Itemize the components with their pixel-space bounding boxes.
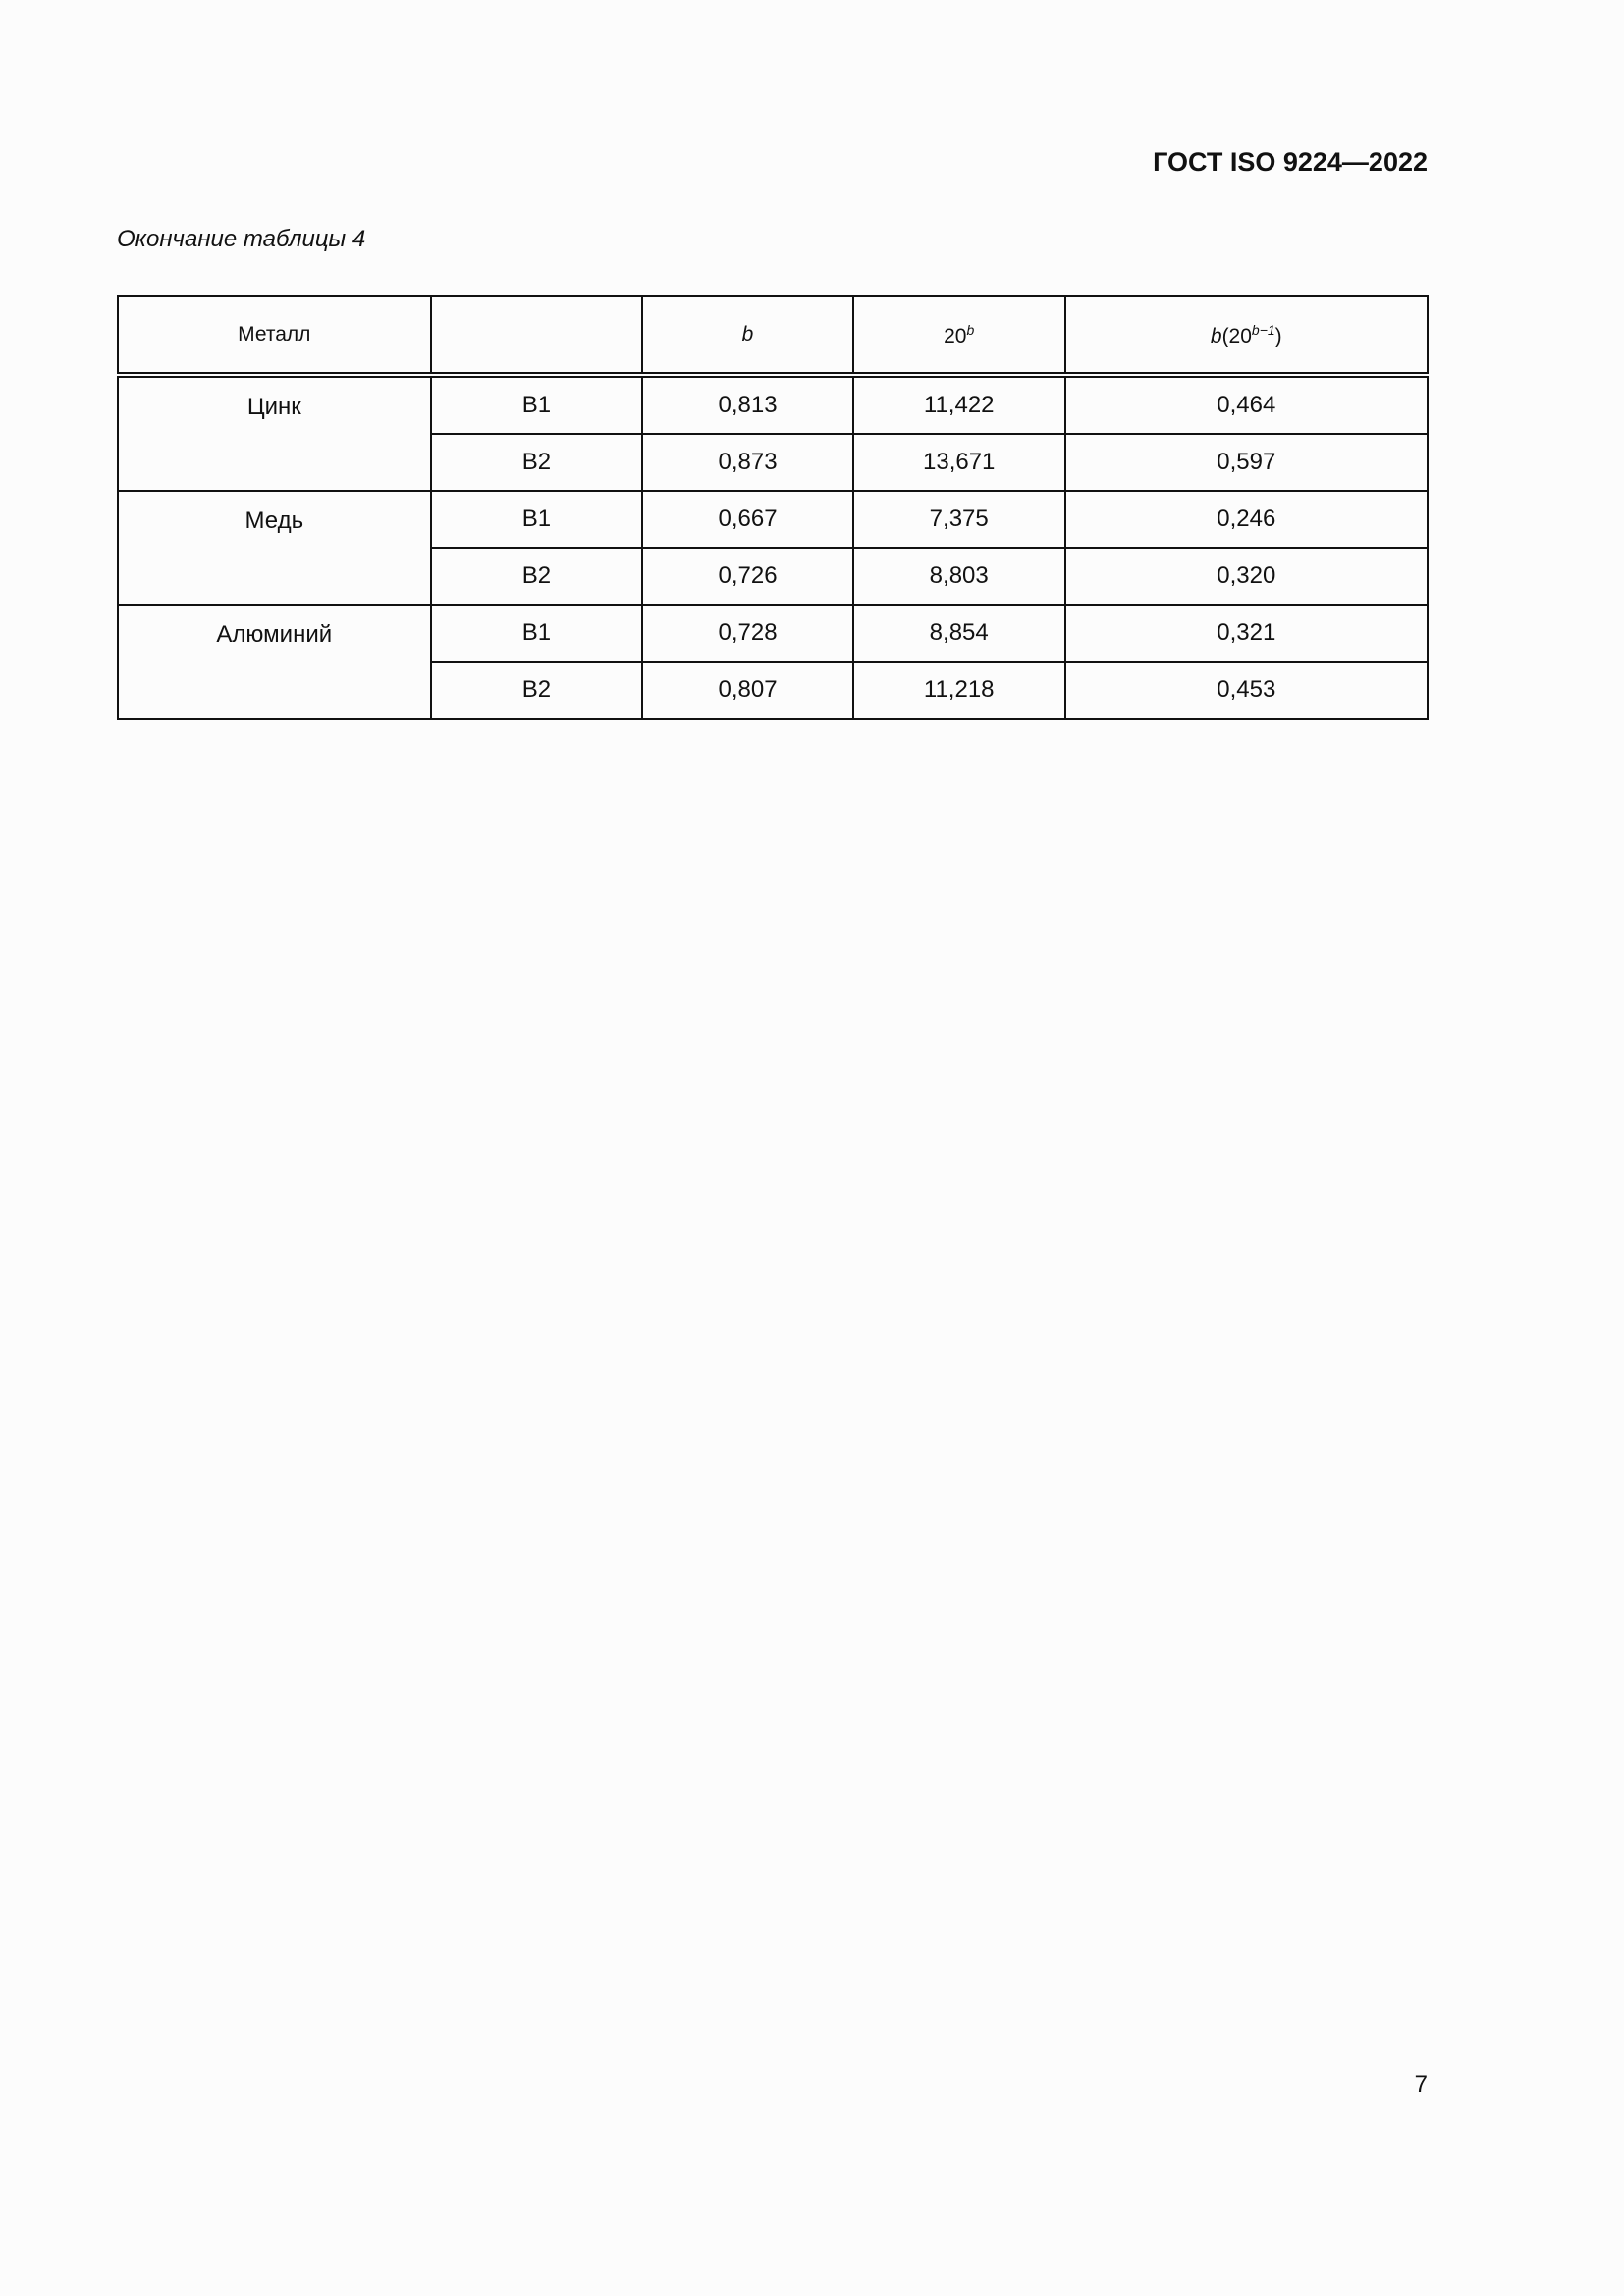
pow-cell: 13,671 bbox=[853, 434, 1065, 491]
expr-cell: 0,246 bbox=[1065, 491, 1428, 548]
pow-cell: 7,375 bbox=[853, 491, 1065, 548]
metal-cell: Медь bbox=[118, 491, 431, 605]
type-cell: B2 bbox=[431, 662, 643, 719]
expr-cell: 0,453 bbox=[1065, 662, 1428, 719]
expr-cell: 0,320 bbox=[1065, 548, 1428, 605]
header-expression: $b(20^{b-1})$ bbox=[1065, 296, 1428, 375]
table-header-row bbox=[118, 296, 1428, 375]
header-metal: Металл bbox=[118, 296, 431, 375]
pow-cell: 11,218 bbox=[853, 662, 1065, 719]
b-cell: 0,667 bbox=[642, 491, 853, 548]
b-cell: 0,726 bbox=[642, 548, 853, 605]
type-cell: B2 bbox=[431, 434, 643, 491]
header-type bbox=[431, 296, 643, 375]
data-table bbox=[117, 295, 1429, 720]
table-row bbox=[118, 375, 1428, 434]
type-cell: B2 bbox=[431, 548, 643, 605]
b-cell: 0,873 bbox=[642, 434, 853, 491]
b-cell: 0,813 bbox=[642, 375, 853, 434]
pow-cell: 8,803 bbox=[853, 548, 1065, 605]
type-cell: B1 bbox=[431, 605, 643, 662]
pow-cell: 11,422 bbox=[853, 375, 1065, 434]
b-cell: 0,728 bbox=[642, 605, 853, 662]
pow-cell: 8,854 bbox=[853, 605, 1065, 662]
metal-cell: Алюминий bbox=[118, 605, 431, 719]
table-caption: Окончание таблицы 4 bbox=[117, 226, 366, 252]
expr-cell: 0,464 bbox=[1065, 375, 1428, 434]
type-cell: B1 bbox=[431, 375, 643, 434]
document-id: ГОСТ ISO 9224—2022 bbox=[1153, 147, 1428, 177]
table-row bbox=[118, 491, 1428, 548]
header-20-pow-b: 20$^b$ bbox=[853, 296, 1065, 375]
expr-cell: 0,597 bbox=[1065, 434, 1428, 491]
header-b: b bbox=[642, 296, 853, 375]
metal-cell: Цинк bbox=[118, 375, 431, 491]
expr-cell: 0,321 bbox=[1065, 605, 1428, 662]
table-row bbox=[118, 605, 1428, 662]
b-cell: 0,807 bbox=[642, 662, 853, 719]
type-cell: B1 bbox=[431, 491, 643, 548]
page-number: 7 bbox=[1414, 2071, 1428, 2098]
